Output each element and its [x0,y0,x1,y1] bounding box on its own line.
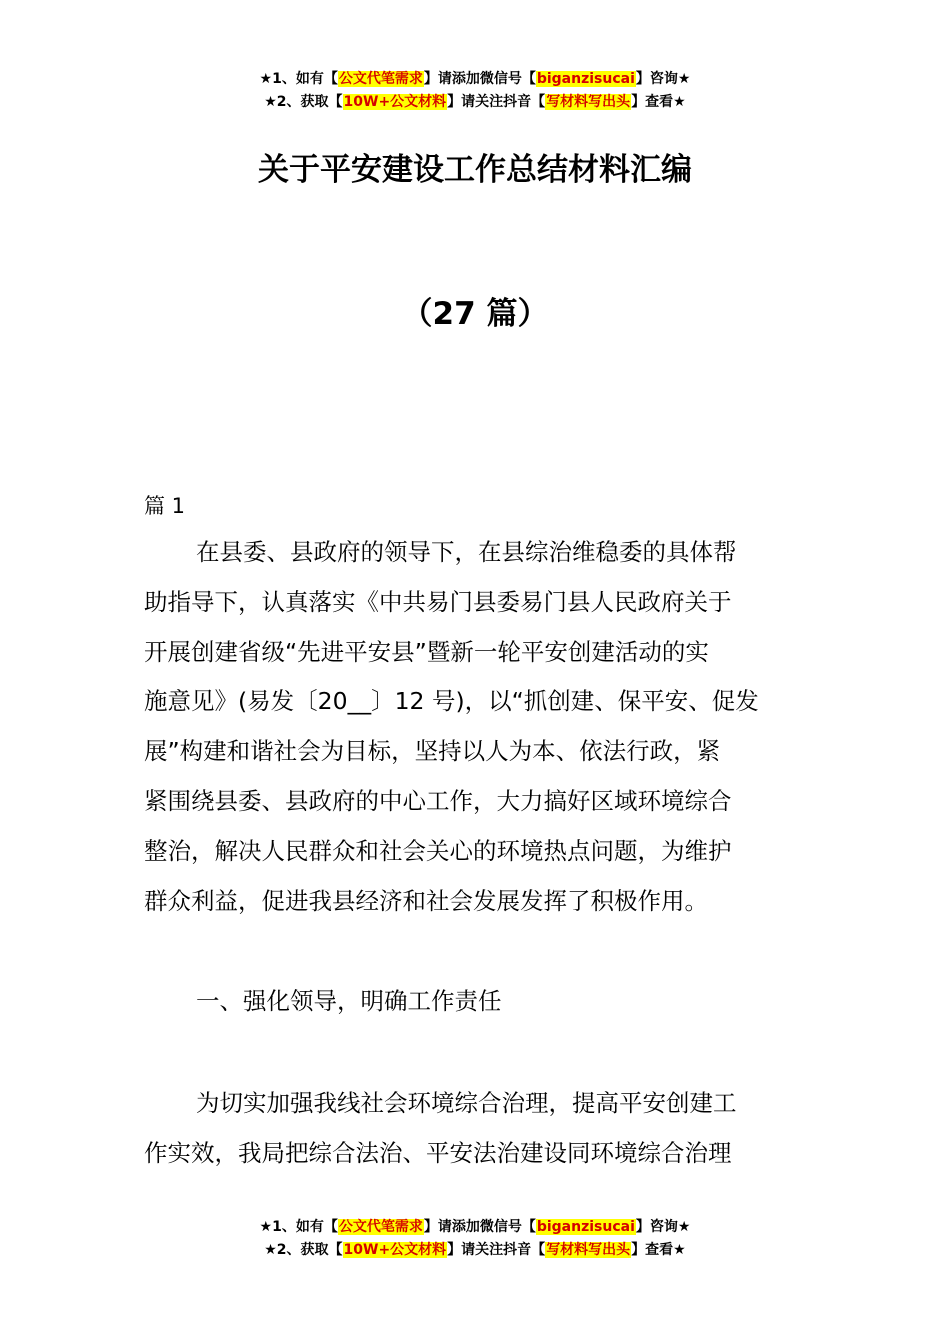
banner-text: 】请添加微信号【 [423,1219,536,1235]
banner-text: 】请关注抖音【 [447,94,546,110]
article-label: 篇 1 [144,494,186,518]
document-subtitle: （27 篇） [401,296,549,332]
paragraph-line: 整治，解决人民群众和社会关心的环境热点问题，为维护 [144,836,732,865]
banner-text: ★2、获取【 [264,94,343,110]
section-heading: 一、强化领导，明确工作责任 [196,987,502,1015]
paragraph-line: 作实效，我局把综合法治、平安法治建设同环境综合治理 [144,1138,732,1167]
document-title: 关于平安建设工作总结材料汇编 [258,152,692,188]
banner-highlight: 10W+公文材料 [343,1242,447,1258]
paragraph-line: 紧围绕县委、县政府的中心工作，大力搞好区域环境综合 [144,786,732,815]
banner-highlight: 公文代笔需求 [338,71,423,87]
banner-highlight: 写材料写出头 [546,94,631,110]
banner-text: 】请添加微信号【 [423,71,536,87]
banner-highlight: biganzisucai [536,1219,635,1235]
banner-text: 】查看★ [631,1242,686,1258]
footer-banner [0,1216,950,1262]
banner-text: ★1、如有【 [259,71,338,87]
paragraph-line: 施意见》(易发〔20__〕12 号)，以“抓创建、保平安、促发 [144,687,759,716]
paragraph-line: 展”构建和谐社会为目标，坚持以人为本、依法行政，紧 [144,737,721,766]
banner-highlight: 写材料写出头 [546,1242,631,1258]
banner-line-2 [0,91,950,114]
banner-text: ★1、如有【 [259,1219,338,1235]
banner-line-1 [0,1216,950,1239]
paragraph-1 [144,528,806,926]
paragraph-line: 为切实加强我线社会环境综合治理，提高平安创建工 [196,1089,737,1117]
banner-text: 】咨询★ [635,71,691,87]
banner-text: 】查看★ [631,94,686,110]
banner-highlight: 10W+公文材料 [343,94,447,110]
paragraph-line: 助指导下，认真落实《中共易门县委易门县人民政府关于 [144,587,732,616]
paragraph-line: 群众利益，促进我县经济和社会发展发挥了积极作用。 [144,886,708,915]
banner-text: 】请关注抖音【 [447,1242,546,1258]
banner-highlight: biganzisucai [536,71,635,87]
banner-line-1 [0,68,950,91]
paragraph-line: 开展创建省级“先进平安县”暨新一轮平安创建活动的实 [144,637,709,666]
header-banner [0,68,950,114]
banner-text: 】咨询★ [635,1219,691,1235]
paragraph-2 [144,1079,806,1179]
banner-highlight: 公文代笔需求 [338,1219,423,1235]
banner-line-2 [0,1239,950,1262]
banner-text: ★2、获取【 [264,1242,343,1258]
paragraph-line: 在县委、县政府的领导下，在县综治维稳委的具体帮 [196,538,737,566]
